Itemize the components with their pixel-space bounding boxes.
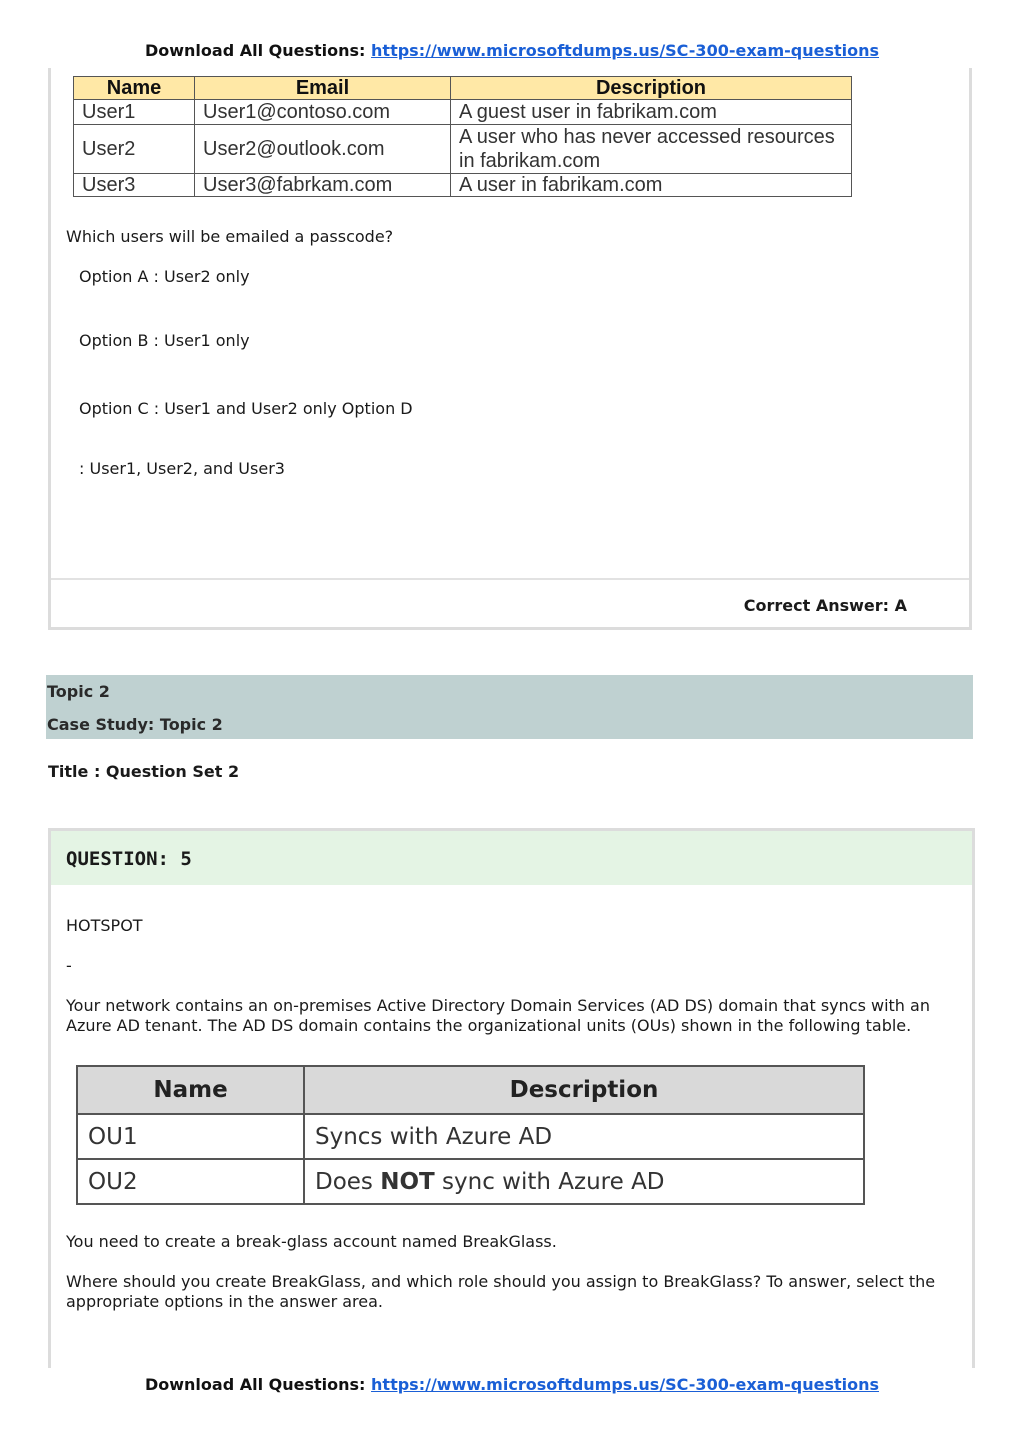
question-set-title: Title : Question Set 2 [48,762,240,781]
option-a: Option A : User2 only [79,267,250,286]
cell: User2@outlook.com [195,125,451,174]
download-link[interactable]: https://www.microsoftdumps.us/SC-300-exam-questions [371,1375,880,1394]
download-link[interactable]: https://www.microsoftdumps.us/SC-300-exam-questions [371,41,880,60]
table-row [74,174,852,197]
col-description: Description [304,1066,864,1114]
table-row [77,1159,864,1204]
question-number: QUESTION: 5 [66,848,192,870]
answer-row [51,578,969,630]
desc-post: sync with Azure AD [434,1168,665,1195]
case-study-label: Case Study: Topic 2 [47,715,223,734]
desc-pre: Does [315,1168,381,1195]
table-row [77,1114,864,1159]
cell: User1 [74,100,195,125]
question-type: HOTSPOT [66,916,143,935]
topic-band [46,675,973,739]
paragraph-breakglass: You need to create a break-glass account named BreakGlass. [66,1232,557,1251]
question-text: Which users will be emailed a passcode? [66,227,394,246]
col-name: Name [77,1066,304,1114]
option-b: Option B : User1 only [79,331,250,350]
question-intro: Your network contains an on-premises Active Directory Domain Services (AD DS) domain that syncs with an Azure AD tenant. The AD DS domain contains the organizational units (OUs) shown in the following table. [66,996,930,1035]
cell: User3@fabrkam.com [195,174,451,197]
users-table [73,76,852,197]
topic-label: Topic 2 [47,682,110,701]
download-label: Download All Questions: [144,41,366,60]
table-row [74,125,852,174]
download-footer [0,1375,1024,1394]
option-d: : User1, User2, and User3 [79,459,285,478]
cell: A user who has never accessed resources in fabrikam.com [451,125,852,174]
cell [304,1159,864,1204]
cell: Syncs with Azure AD [304,1114,864,1159]
table-row [74,100,852,125]
cell: A guest user in fabrikam.com [451,100,852,125]
desc-bold: NOT [380,1168,435,1195]
cell: User1@contoso.com [195,100,451,125]
option-c: Option C : User1 and User2 only Option D [79,399,413,418]
download-label: Download All Questions: [144,1375,366,1394]
question-header [51,831,972,885]
cell: OU1 [77,1114,304,1159]
download-header [0,41,1024,60]
correct-answer: Correct Answer: A [743,596,907,615]
cell: User2 [74,125,195,174]
paragraph-instructions: Where should you create BreakGlass, and which role should you assign to BreakGlass? To answer, select the appropriate options in the answer area. [66,1272,936,1311]
separator-dash: - [66,956,72,975]
cell: A user in fabrikam.com [451,174,852,197]
ou-table [76,1065,865,1205]
col-description: Description [451,77,852,100]
col-name: Name [74,77,195,100]
cell: User3 [74,174,195,197]
col-email: Email [195,77,451,100]
cell: OU2 [77,1159,304,1204]
